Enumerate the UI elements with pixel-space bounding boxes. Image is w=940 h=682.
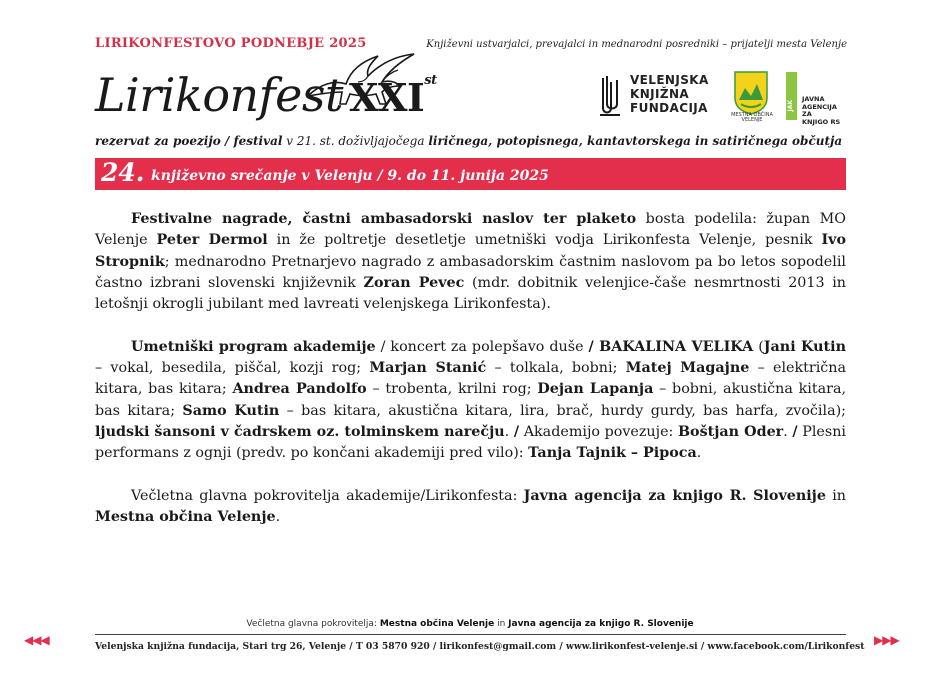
text: . [783,423,793,440]
person-name: Jani Kutin [763,338,846,355]
book-clip-icon [598,74,624,116]
person-name: Dejan Lapanja [537,381,654,398]
separator: / [792,423,798,440]
person-name: Tanja Tajnik – Pipoca [528,445,697,462]
separator: / [513,423,520,440]
tagline [95,134,842,148]
text: ; mednarodno Pretnarjevo nagrado z ambasadorskim častnim naslovom pa bo letos sopodelil častno izbrani slovenski književnik [95,253,846,291]
footer-contact: Velenjska knjižna fundacija, Stari trg 26, Velenje / T 03 5870 920 / lirikonfest@gmail.com / www.lirikonfest-velenje.si / www.facebook.com/Lirikonfest [95,641,865,652]
tagline-c: liričnega, potopisnega, kantavtorskega in satiričnega občutja [428,134,843,148]
program-genre: ljudski šansoni v čadrskem oz. tolminskem narečju [95,423,505,440]
text: in že poltretje desetletje umetniški vodja Lirikonfesta Velenje, pesnik [267,232,822,249]
article-body [95,209,846,550]
event-dates: književno srečanje v Velenju / 9. do 11. junija 2025 [151,168,549,184]
text: Akademijo povezuje: [519,423,678,440]
jak-logo[interactable] [786,72,846,126]
paragraph-awards [95,209,846,315]
mov-line-1: MESTNA OBČINA [731,112,773,118]
festival-climate-title: LIRIKONFESTOVO PODNEBJE 2025 [95,36,367,51]
vkf-line-2: KNJIŽNA [630,87,690,101]
vkf-text [630,73,709,115]
next-page-arrows-icon[interactable]: ▶▶▶ [874,633,899,647]
sponsor-name: Mestna občina Velenje [95,509,276,526]
vkf-line-1: VELENJSKA [630,73,709,87]
tagline-b: v 21. st. doživljajočega [282,134,429,148]
previous-page-arrows-icon[interactable]: ◀◀◀ [24,633,49,647]
text: – tolkala, bobni; [486,360,626,377]
text: – bobni, akustična kitara, bas kitara; [95,381,847,419]
brand-numeral: XXI [349,75,425,120]
mov-line-2: VELENJE [741,117,763,123]
text: – električna kitara, bas kitara; [95,360,847,398]
person-name: Andrea Pandolfo [232,381,367,398]
text: in [494,619,509,629]
text: bosta podelila: župan MO Velenje [95,211,846,249]
velenjska-knjizna-fundacija-logo[interactable] [598,72,713,118]
jak-line-1: JAVNA [802,95,825,103]
text: . [696,445,702,462]
text: – trobenta, krilni rog; [366,381,538,398]
jak-letters: JAK [787,100,794,112]
footer-divider [95,634,846,635]
text: in [825,487,846,504]
jak-line-3: KNJIGO RS [802,117,841,126]
jak-line-2: AGENCIJA ZA [802,102,837,118]
text: . [504,423,514,440]
program-heading: Umetniški program akademije [131,338,376,355]
paragraph-program [95,337,846,465]
footer-sponsors [0,619,940,629]
awards-heading: Festivalne nagrade, častni ambasadorski naslov ter plaketo [131,211,637,227]
jak-text [802,96,846,126]
text: – bas kitara, akustična kitara, lira, brač, hurdy gurdy, bas harfa, zvočila); [279,402,846,419]
person-name: Peter Dermol [156,232,268,249]
sponsor-name: Javna agencija za knjigo R. Slovenije [508,619,694,629]
jak-bar [786,72,797,120]
person-name: Ivo Stropnik [95,232,846,270]
person-name: Samo Kutin [182,402,280,419]
person-name: Zoran Pevec [363,274,465,291]
brand-name: Lirikonfest [95,68,343,122]
vkf-line-3: FUNDACIJA [630,101,708,115]
event-banner [95,158,846,190]
sponsor-name: Javna agencija za knjigo R. Slovenije [523,487,826,504]
header-subtitle: Književni ustvarjalci, prevajalci in mednarodni posredniki – prijatelji mesta Velenje [426,39,847,50]
text: ( [753,338,764,355]
text: (mdr. dobitnik velenjice-čaše nesmrtnosti 2013 in letošnji okrogli jubilant med lavreati velenjskega Lirikonfesta). [95,274,846,313]
text: Večletna glavna pokrovitelja: [246,619,380,629]
paragraph-sponsors [95,486,846,529]
text: / koncert za polepšavo duše [375,338,589,355]
sponsor-name: Mestna občina Velenje [379,619,495,629]
band-name: / BAKALINA VELIKA [588,338,754,355]
edition-number: 24. [101,158,145,187]
text: Plesni performans z ognji (predv. po končani akademiji pred vilo): [95,423,846,462]
person-name: Boštjan Oder [677,423,784,440]
text: . [275,509,281,526]
text: Večletna glavna pokrovitelja akademije/Lirikonfesta: [131,487,524,504]
person-name: Matej Magajne [625,360,750,377]
tagline-a: rezervat za poezijo / festival [95,134,283,148]
brand-suffix: st [424,73,437,88]
person-name: Marjan Stanić [369,360,487,377]
mov-label [731,113,773,123]
brand-logotype [95,68,437,122]
text: – vokal, besedila, piščal, kozji rog; [95,360,370,377]
